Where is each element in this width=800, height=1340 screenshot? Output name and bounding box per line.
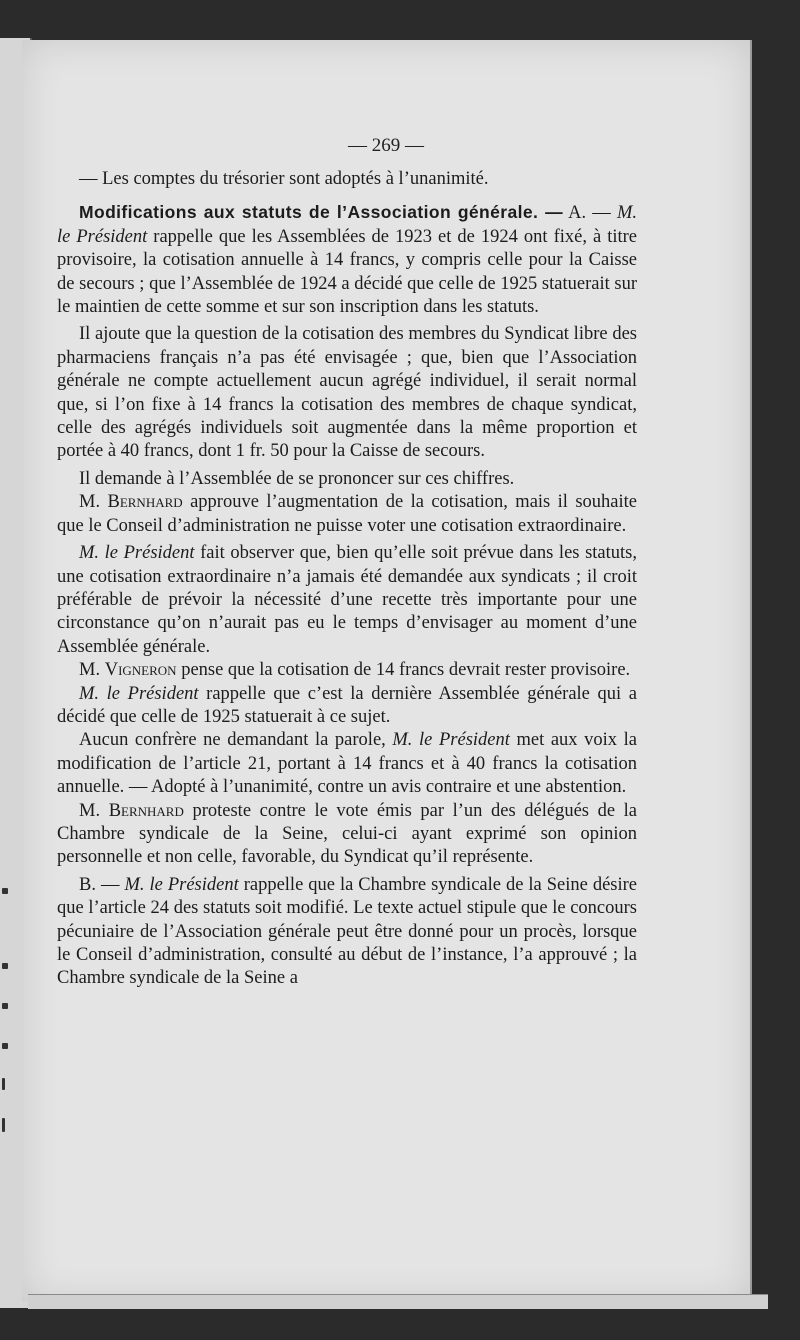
paragraph-prefix: M. xyxy=(79,800,109,821)
paragraph xyxy=(57,874,637,991)
person-name: Bernhard xyxy=(107,492,183,513)
paragraph xyxy=(57,201,637,319)
speaker: M. le Président xyxy=(57,203,637,247)
page-body xyxy=(57,168,637,991)
speaker: M. le Président xyxy=(392,730,510,751)
page-stack-edge xyxy=(28,1294,768,1309)
speaker: M. le Président xyxy=(124,874,239,895)
paragraph-text: approuve l’augmentation de la cotisation, mais il souhaite que le Conseil d’administration ne puisse voter une cotisation extraordinaire. xyxy=(57,492,637,536)
paragraph xyxy=(57,800,637,870)
paragraph xyxy=(57,729,637,799)
margin-mark xyxy=(2,1003,8,1009)
paragraph-text: met aux voix la modification de l’article 21, portant à 14 francs et à 40 francs la cotisation annuelle. — Adopté à l’unanimité, contre un avis contraire et une abstention. xyxy=(57,730,637,798)
paragraph-text: rappelle que les Assemblées de 1923 et de 1924 ont fixé, à titre provisoire, la cotisation annuelle à 14 francs, y compris celle pour la Caisse de secours ; que l’Assemblée de 1924 a décidé que celle de 1925 statuerait sur le maintien de cette somme et sur son inscription dans les statuts. xyxy=(57,226,637,318)
paragraph-text: rappelle que la Chambre syndicale de la Seine désire que l’article 24 des statuts soit modifié. Le texte actuel stipule que le concours pécuniaire de l’Association générale peut être donné pour un procès, lorsque le Conseil d’administration, consulté au début de l’instance, l’a approuvé ; la Chambre syndicale de la Seine a xyxy=(57,874,637,989)
paragraph xyxy=(57,659,637,682)
book-page xyxy=(22,40,752,1302)
paragraph-text: fait observer que, bien qu’elle soit prévue dans les statuts, une cotisation extraordinaire n’a jamais été demandée aux syndicats ; il croit préférable de prévoir la nécessité d’une recette très importante pour une circonstance qu’on n’aurait pas eu le temps d’envisager au moment d’une Assemblée générale. xyxy=(57,543,638,657)
page-number: — 269 — xyxy=(348,135,424,156)
paragraph-prefix: M. xyxy=(79,660,105,681)
section-heading: Modifications aux statuts de l’Association générale. — xyxy=(79,202,563,223)
paragraph: — Les comptes du trésorier sont adoptés à l’unanimité. xyxy=(79,169,489,189)
speaker: M. le Président xyxy=(79,543,195,564)
paragraph-prefix: M. xyxy=(79,492,108,513)
paragraph-prefix: A. — xyxy=(568,203,617,224)
person-name: Vigneron xyxy=(104,660,177,681)
paragraph-text: pense que la cotisation de 14 francs devrait rester provisoire. xyxy=(176,660,631,681)
paragraph: Il demande à l’Assemblée de se prononcer sur ces chiffres. xyxy=(79,468,515,489)
speaker: M. le Président xyxy=(79,683,199,704)
margin-mark xyxy=(2,888,8,894)
paragraph-prefix: B. — xyxy=(79,874,125,895)
margin-mark xyxy=(2,1043,8,1049)
paragraph-text: rappelle que c’est la dernière Assemblée générale qui a décidé que celle de 1925 statuerait à ce sujet. xyxy=(57,683,637,727)
paragraph: Il ajoute que la question de la cotisation des membres du Syndicat libre des pharmaciens français n’a pas été envisagée ; que, bien que l’Association générale ne compte actuellement aucun agrégé individuel, il serait normal que, si l’on fixe à 14 francs la cotisation des membres de chaque syndicat, celle des agrégés individuels soit augmentée dans la même proportion et portée à 40 francs, dont 1 fr. 50 pour la Caisse de secours. xyxy=(57,324,637,462)
paragraph-text: Aucun confrère ne demandant la parole, xyxy=(79,730,393,751)
paragraph xyxy=(57,683,637,730)
person-name: Bernhard xyxy=(108,800,184,821)
margin-mark xyxy=(2,1078,5,1090)
margin-mark xyxy=(2,1118,5,1132)
margin-mark xyxy=(2,963,8,969)
paragraph xyxy=(57,542,637,659)
paragraph-text: proteste contre le vote émis par l’un des délégués de la Chambre syndicale de la Seine, celui-ci ayant exprimé son opinion personnelle et non celle, favorable, du Syndicat qu’il représente. xyxy=(57,800,638,868)
paragraph xyxy=(57,491,637,538)
